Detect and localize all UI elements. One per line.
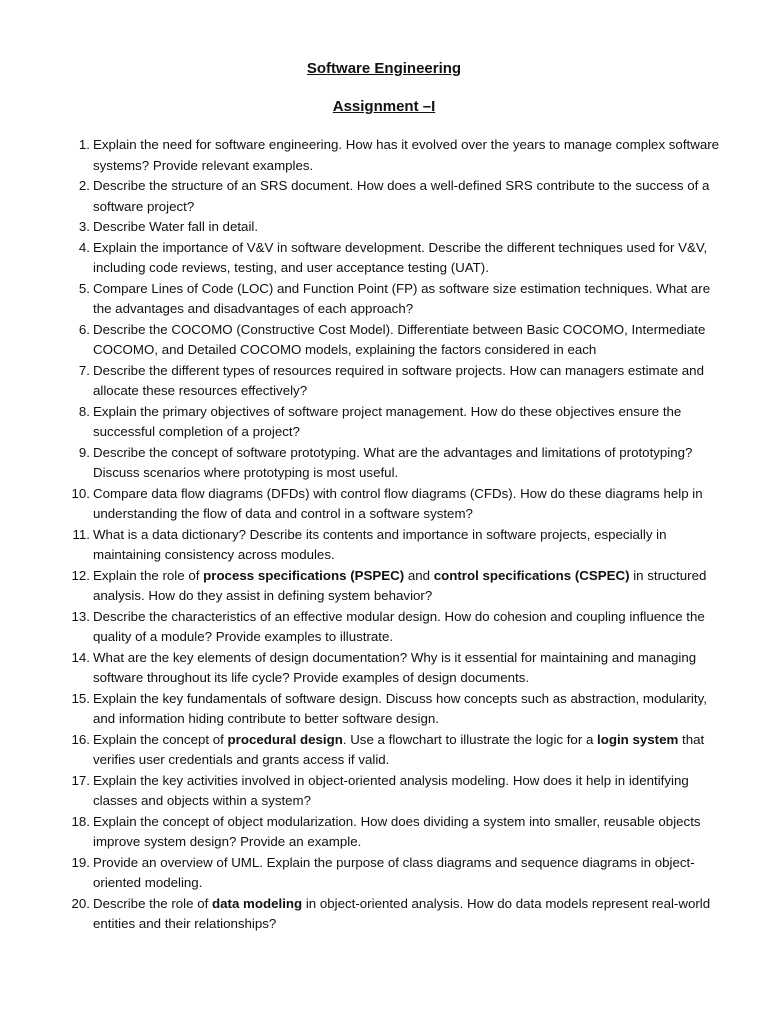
question-text	[93, 404, 681, 440]
question-text	[93, 568, 706, 604]
question-text	[93, 609, 705, 645]
question-number: 8.	[78, 403, 90, 419]
question-text-segment: Provide an overview of UML. Explain the purpose of class diagrams and sequence diagrams in object-oriented modeling.	[93, 854, 695, 890]
question-number: 15.	[71, 690, 90, 706]
question-item	[0, 853, 723, 894]
question-text	[93, 363, 704, 399]
question-text	[93, 814, 701, 850]
question-text	[93, 896, 710, 932]
question-item	[0, 771, 723, 812]
question-item	[0, 238, 723, 279]
question-text-segment: Explain the role of	[93, 567, 204, 583]
question-text-segment: Explain the concept of object modularization. How does dividing a system into smaller, reusable objects improve system design? Provide an example.	[93, 813, 701, 849]
question-text-segment: that verifies user credentials and grants access if valid.	[93, 731, 705, 767]
question-number: 9.	[78, 444, 90, 460]
question-number: 3.	[78, 219, 90, 234]
question-text-segment: Describe the COCOMO (Constructive Cost Model). Differentiate between Basic COCOMO, Intermediate COCOMO, and Detailed COCOMO models, explaining the factors considered in each	[93, 321, 706, 357]
question-text-segment: Explain the need for software engineering. How has it evolved over the years to manage complex software systems? Provide relevant examples.	[93, 137, 720, 173]
question-text-segment: . Use a flowchart to illustrate the logic for a	[342, 731, 598, 747]
question-text-segment: and	[404, 567, 434, 583]
question-text	[93, 486, 703, 522]
question-number: 16.	[71, 731, 90, 747]
question-text	[93, 240, 707, 276]
question-item	[0, 443, 723, 484]
question-item	[0, 566, 723, 607]
question-text-segment: What is a data dictionary? Describe its contents and importance in software projects, especially in maintaining consistency across modules.	[93, 526, 667, 562]
question-text-segment: Describe the role of	[93, 895, 212, 911]
question-number: 2.	[78, 178, 90, 193]
question-text	[93, 178, 709, 214]
question-number: 18.	[71, 813, 90, 829]
question-text	[93, 527, 667, 563]
question-text	[93, 773, 689, 809]
question-number: 20.	[71, 895, 90, 911]
question-item	[0, 525, 723, 566]
question-text-segment: Compare Lines of Code (LOC) and Function Point (FP) as software size estimation techniques. What are the advantages and disadvantages of each approach?	[93, 280, 711, 316]
question-text-segment: in structured analysis. How do they assist in defining system behavior?	[93, 567, 707, 603]
question-number: 12.	[71, 567, 90, 583]
question-number: 5.	[78, 280, 90, 296]
question-item	[0, 689, 723, 730]
question-item	[0, 135, 723, 176]
question-number: 17.	[71, 772, 90, 788]
question-text-segment: Explain the concept of	[93, 731, 228, 747]
emphasized-term: process specifications (PSPEC)	[203, 567, 405, 583]
question-item	[0, 176, 723, 217]
question-text	[93, 732, 704, 768]
emphasized-term: login system	[597, 731, 679, 747]
question-text-segment: Explain the key activities involved in object-oriented analysis modeling. How does it help in identifying classes and objects within a system?	[93, 772, 689, 808]
assignment-title: Assignment –I	[332, 98, 436, 115]
question-text	[93, 281, 710, 317]
question-text	[93, 855, 695, 891]
question-number: 4.	[78, 239, 90, 255]
question-text-segment: What are the key elements of design documentation? Why is it essential for maintaining and managing software throughout its life cycle? Provide examples of design documents.	[93, 649, 697, 685]
question-list	[0, 135, 723, 935]
document-title: Software Engineering	[306, 60, 462, 77]
question-number: 19.	[71, 854, 90, 870]
question-number: 6.	[78, 321, 90, 337]
question-text-segment: Describe the structure of an SRS document. How does a well-defined SRS contribute to the success of a software project?	[93, 178, 710, 214]
question-item	[0, 484, 723, 525]
question-text	[93, 650, 696, 686]
question-text-segment: Describe Water fall in detail.	[93, 219, 259, 234]
question-item	[0, 217, 723, 238]
question-text-segment: Explain the importance of V&V in software development. Describe the different techniques used for V&V, including code reviews, testing, and user acceptance testing (UAT).	[93, 239, 708, 275]
question-text-segment: Explain the key fundamentals of software design. Discuss how concepts such as abstraction, modularity, and information hiding contribute to better software design.	[93, 690, 707, 726]
emphasized-term: control specifications (CSPEC)	[433, 567, 630, 583]
emphasized-term: data modeling	[212, 895, 303, 911]
question-item	[0, 402, 723, 443]
question-number: 7.	[78, 362, 90, 378]
question-text	[93, 137, 719, 173]
question-text-segment: Describe the concept of software prototyping. What are the advantages and limitations of prototyping? Discuss scenarios where prototyping is most useful.	[93, 444, 693, 480]
emphasized-term: procedural design	[227, 731, 343, 747]
question-number: 1.	[78, 137, 90, 152]
question-number: 11.	[72, 526, 90, 542]
question-text-segment: Compare data flow diagrams (DFDs) with control flow diagrams (CFDs). How do these diagrams help in understanding the flow of data and control in a software system?	[93, 485, 703, 521]
question-text-segment: Describe the different types of resources required in software projects. How can managers estimate and allocate these resources effectively?	[93, 362, 704, 398]
question-item	[0, 730, 723, 771]
question-item	[0, 607, 723, 648]
question-number: 14.	[71, 649, 90, 665]
question-text	[93, 691, 707, 727]
question-item	[0, 279, 723, 320]
question-item	[0, 894, 723, 935]
question-text	[93, 322, 705, 358]
question-text-segment: Explain the primary objectives of software project management. How do these objectives ensure the successful completion of a project?	[93, 403, 682, 439]
question-number: 10.	[71, 485, 90, 501]
question-item	[0, 648, 723, 689]
question-item	[0, 320, 723, 361]
question-text-segment: Describe the characteristics of an effective modular design. How do cohesion and coupling influence the quality of a module? Provide examples to illustrate.	[93, 608, 705, 644]
question-item	[0, 812, 723, 853]
question-item	[0, 361, 723, 402]
question-text	[93, 445, 692, 481]
question-number: 13.	[71, 608, 90, 624]
question-text	[93, 219, 258, 234]
question-text-segment: in object-oriented analysis. How do data models represent real-world entities and their relationships?	[93, 895, 711, 931]
